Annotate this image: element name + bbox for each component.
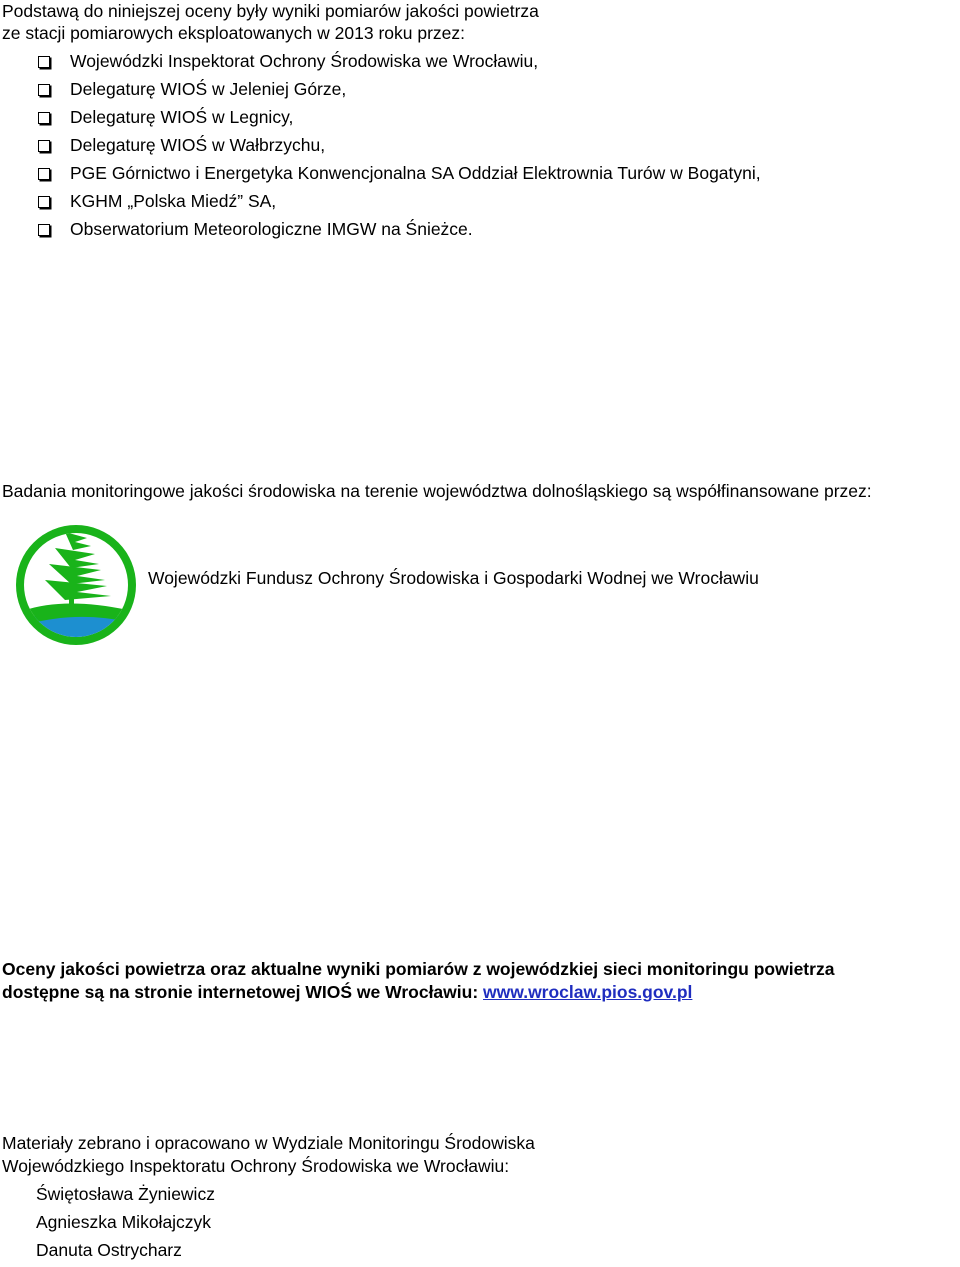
info-line-2-text: dostępne są na stronie internetowej WIOŚ we Wrocławiu: — [2, 982, 484, 1002]
checkbox-bullet-icon — [38, 196, 50, 208]
info-line-2 — [2, 981, 834, 1004]
intro-paragraph — [2, 0, 539, 44]
list-item-text: Wojewódzki Inspektorat Ochrony Środowiska we Wrocławiu, — [70, 51, 539, 71]
air-quality-info — [2, 958, 834, 1004]
list-item-text: KGHM „Polska Miedź” SA, — [70, 191, 277, 211]
checkbox-bullet-icon — [38, 224, 50, 236]
list-item-text: Delegaturę WIOŚ w Legnicy, — [70, 107, 294, 127]
author-name: Agnieszka Mikołajczyk — [36, 1212, 212, 1232]
materials-statement — [2, 1132, 535, 1178]
intro-line-2: ze stacji pomiarowych eksploatowanych w 2013 roku przez: — [2, 23, 465, 43]
list-item — [38, 187, 761, 215]
wfosigw-tree-logo-icon — [15, 524, 137, 646]
list-item — [38, 131, 761, 159]
info-line-1: Oceny jakości powietrza oraz aktualne wyniki pomiarów z wojewódzkiej sieci monitoringu powietrza — [2, 959, 835, 979]
list-item — [38, 75, 761, 103]
list-item — [38, 103, 761, 131]
checkbox-bullet-icon — [38, 56, 50, 68]
wios-website-link[interactable]: www.wroclaw.pios.gov.pl — [483, 982, 693, 1002]
checkbox-bullet-icon — [38, 140, 50, 152]
fund-name: Wojewódzki Fundusz Ochrony Środowiska i Gospodarki Wodnej we Wrocławiu — [148, 568, 759, 588]
cofinancing-statement: Badania monitoringowe jakości środowiska na terenie województwa dolnośląskiego są współfinansowane przez: — [2, 481, 872, 501]
list-item-text: Delegaturę WIOŚ w Jeleniej Górze, — [70, 79, 347, 99]
authors-list — [36, 1183, 215, 1267]
list-item-text: Delegaturę WIOŚ w Wałbrzychu, — [70, 135, 326, 155]
sources-list — [38, 47, 761, 243]
checkbox-bullet-icon — [38, 112, 50, 124]
checkbox-bullet-icon — [38, 84, 50, 96]
list-item-text: Obserwatorium Meteorologiczne IMGW na Śnieżce. — [70, 219, 473, 239]
intro-line-1: Podstawą do niniejszej oceny były wyniki pomiarów jakości powietrza — [2, 1, 539, 21]
list-item — [38, 215, 761, 243]
checkbox-bullet-icon — [38, 168, 50, 180]
author-name: Danuta Ostrycharz — [36, 1240, 182, 1260]
list-item — [38, 47, 761, 75]
materials-line-2: Wojewódzkiego Inspektoratu Ochrony Środowiska we Wrocławiu: — [2, 1156, 510, 1176]
materials-line-1: Materiały zebrano i opracowano w Wydziale Monitoringu Środowiska — [2, 1133, 535, 1153]
list-item-text: PGE Górnictwo i Energetyka Konwencjonalna SA Oddział Elektrownia Turów w Bogatyni, — [70, 163, 761, 183]
list-item — [38, 159, 761, 187]
author-name: Świętosława Żyniewicz — [36, 1184, 215, 1204]
